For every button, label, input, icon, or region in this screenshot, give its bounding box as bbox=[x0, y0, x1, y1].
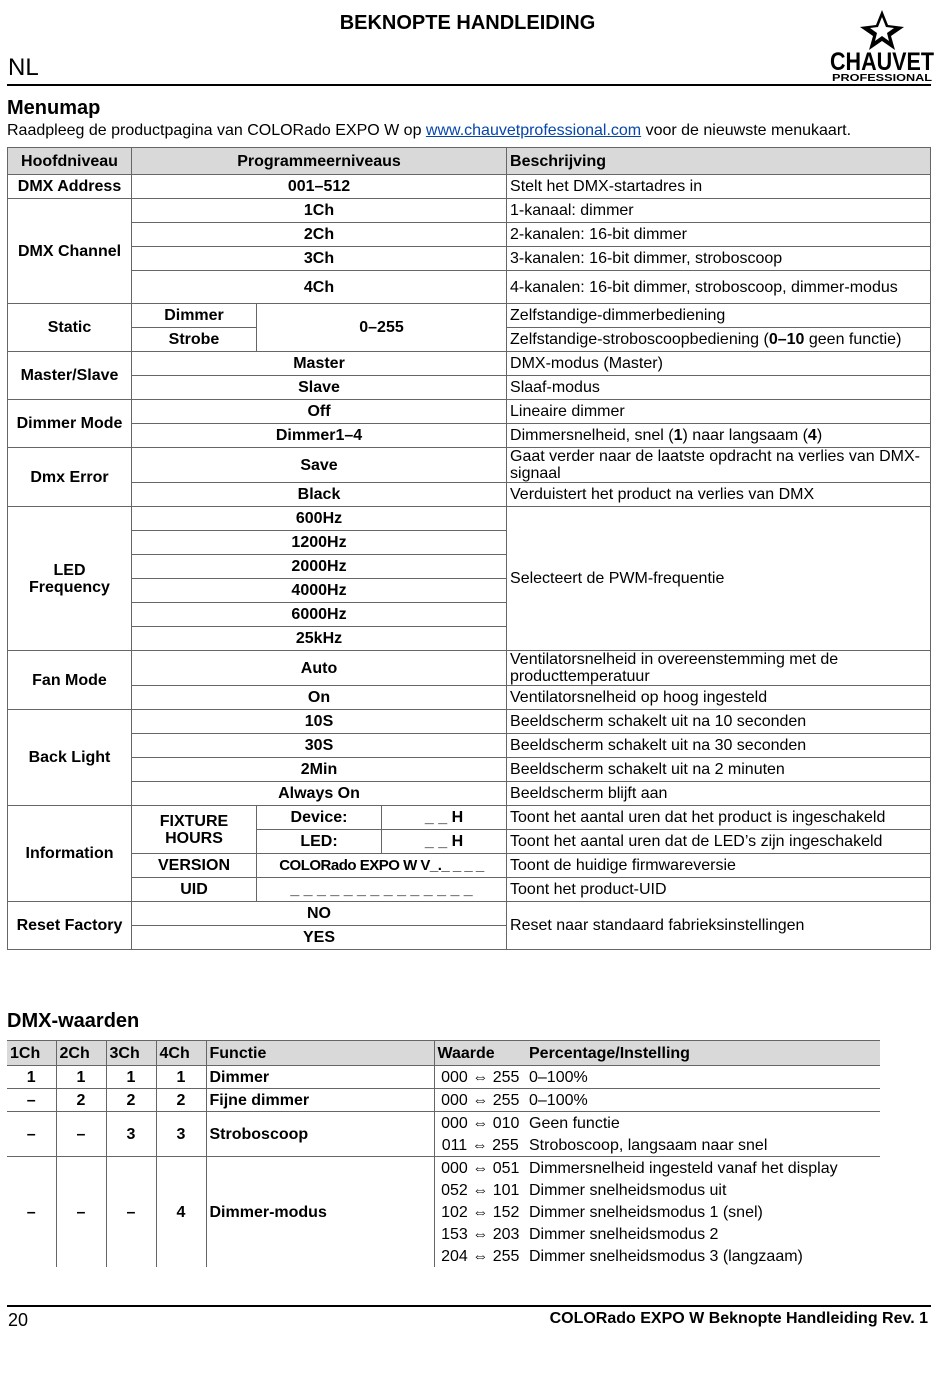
table-row: 052 ⇔ 101 Dimmer snelheidsmodus uit bbox=[441, 1181, 727, 1199]
menu-back-light: Back Light bbox=[8, 710, 132, 806]
menu-dmx-channel: DMX Channel bbox=[8, 199, 132, 304]
table-row: 153 ⇔ 203 Dimmer snelheidsmodus 2 bbox=[441, 1225, 719, 1243]
menu-fan-mode: Fan Mode bbox=[8, 651, 132, 710]
menu-map-table: Hoofdniveau Programmeerniveaus Beschrijving DMX Address 001–512 Stelt het DMX-startadres in DMX Channel 1Ch 1-kanaal: dimmer 2Ch 2-kanalen: 16-bit dimmer 3Ch 3-kanalen: 16-bit dimmer, stroboscoop 4Ch 4-kanalen: 16-bit dimmer, stroboscoop, dimmer-modus Static Dimmer 0–255 Zelfstandige-dimmerbediening Strobe Zelfstandige-stroboscoopbediening (0–10 geen functie) Master/Slave Master DMX-modus (Master) Slave Slaaf-modus Dimmer Mode Off Lineaire dimmer Dimmer1–4 Dimmersnelheid, snel (1) naar langsaam (4) Dmx Error Save Gaat verder naar de laatste opdracht na verlies van DMX-signaal Black Verduistert het product na verlies van DMX LED Frequency 600Hz Selecteert de PWM-frequentie 1200Hz 2000Hz 4000Hz 6000Hz 25kHz Fan Mode Auto Ventilatorsnelheid in overeenstemming met de producttemperatuur On Ventilatorsnelheid op hoog ingesteld Back Light 10S Beeldscherm schakelt uit na 10 seconden 30S Beeldscherm schakelt uit na 30 seconden 2Min Beeldscherm schakelt uit na 2 minuten Always On Beeldscherm blijft aan Information FIXTURE HOURS Device: _ _ H Toont het aantal uren dat het product is ingeschakeld LED: _ _ H Toont het aantal uren dat de LED’s zijn ingeschakeld VERSION COLORado EXPO W V_._ _ _ _ Toont de huidige firmwareversie UID _ _ _ _ _ _ _ _ _ _ _ _ _ _ Toont het product-UID Reset Factory NO Reset naar standaard fabrieksinstellingen YES bbox=[7, 147, 931, 950]
col-header-2ch: 2Ch bbox=[56, 1041, 106, 1066]
range-arrow-icon: ⇔ bbox=[471, 1136, 488, 1154]
col-header-setting: Percentage/Instelling bbox=[526, 1041, 880, 1066]
table-row: 1 1 1 1 Dimmer 000 ⇔ 255 0–100% bbox=[7, 1066, 880, 1089]
range-arrow-icon: ⇔ bbox=[472, 1068, 489, 1086]
header-rule bbox=[7, 84, 931, 86]
range-arrow-icon: ⇔ bbox=[472, 1181, 489, 1199]
website-link[interactable]: www.chauvetprofessional.com bbox=[425, 122, 642, 139]
footer-rule bbox=[7, 1305, 931, 1307]
col-header-programming: Programmeerniveaus bbox=[132, 148, 507, 175]
range-arrow-icon: ⇔ bbox=[472, 1247, 489, 1265]
table-row: 102 ⇔ 152 Dimmer snelheidsmodus 1 (snel) bbox=[441, 1203, 763, 1221]
menu-led-frequency: LED Frequency bbox=[8, 507, 132, 651]
document-title: COLORado EXPO W Beknopte Handleiding Rev. 1 bbox=[549, 1310, 928, 1327]
page-number: 20 bbox=[8, 1310, 29, 1330]
range-arrow-icon: ⇔ bbox=[472, 1203, 489, 1221]
col-header-function: Functie bbox=[206, 1041, 434, 1066]
dmx-values-table bbox=[7, 1040, 880, 1267]
menu-dmx-error: Dmx Error bbox=[8, 448, 132, 507]
range-arrow-icon: ⇔ bbox=[472, 1225, 489, 1243]
table-row: – – – 4 Dimmer-modus 000 ⇔ 051 Dimmersnelheid ingesteld vanaf het display bbox=[7, 1157, 880, 1180]
chauvet-logo bbox=[826, 8, 938, 83]
table-row: – 2 2 2 Fijne dimmer 000 ⇔ 255 0–100% bbox=[7, 1089, 880, 1112]
menu-dmx-address: DMX Address bbox=[8, 175, 132, 199]
menu-information: Information bbox=[8, 806, 132, 902]
col-header-1ch: 1Ch bbox=[7, 1041, 56, 1066]
logo-brand: CHAUVET bbox=[830, 48, 934, 76]
menu-dimmer-mode: Dimmer Mode bbox=[8, 400, 132, 448]
range-arrow-icon: ⇔ bbox=[472, 1091, 489, 1109]
menumap-intro: Raadpleeg de productpagina van COLORado EXPO W op www.chauvetprofessional.com voor de nieuwste menukaart. bbox=[7, 122, 852, 139]
menu-master-slave: Master/Slave bbox=[8, 352, 132, 400]
language-code: NL bbox=[8, 54, 39, 81]
logo-sub: PROFESSIONAL bbox=[832, 73, 932, 84]
col-header-value: Waarde bbox=[434, 1041, 526, 1066]
menu-reset-factory: Reset Factory bbox=[8, 902, 132, 950]
range-arrow-icon: ⇔ bbox=[472, 1159, 489, 1177]
col-header-4ch: 4Ch bbox=[156, 1041, 206, 1066]
dmx-values-heading: DMX-waarden bbox=[7, 1010, 140, 1032]
col-header-3ch: 3Ch bbox=[106, 1041, 156, 1066]
col-header-top-level: Hoofdniveau bbox=[8, 148, 132, 175]
table-row: 204 ⇔ 255 Dimmer snelheidsmodus 3 (langzaam) bbox=[441, 1247, 803, 1265]
col-header-description: Beschrijving bbox=[507, 148, 931, 175]
page-header-title: BEKNOPTE HANDLEIDING bbox=[339, 12, 596, 34]
menumap-heading: Menumap bbox=[7, 97, 101, 119]
table-row: 011 ⇔ 255 Stroboscoop, langsaam naar snel bbox=[7, 1134, 880, 1157]
table-row: – – 3 3 Stroboscoop 000 ⇔ 010 Geen functie bbox=[7, 1112, 880, 1135]
menu-static: Static bbox=[8, 304, 132, 352]
range-arrow-icon: ⇔ bbox=[472, 1114, 489, 1132]
